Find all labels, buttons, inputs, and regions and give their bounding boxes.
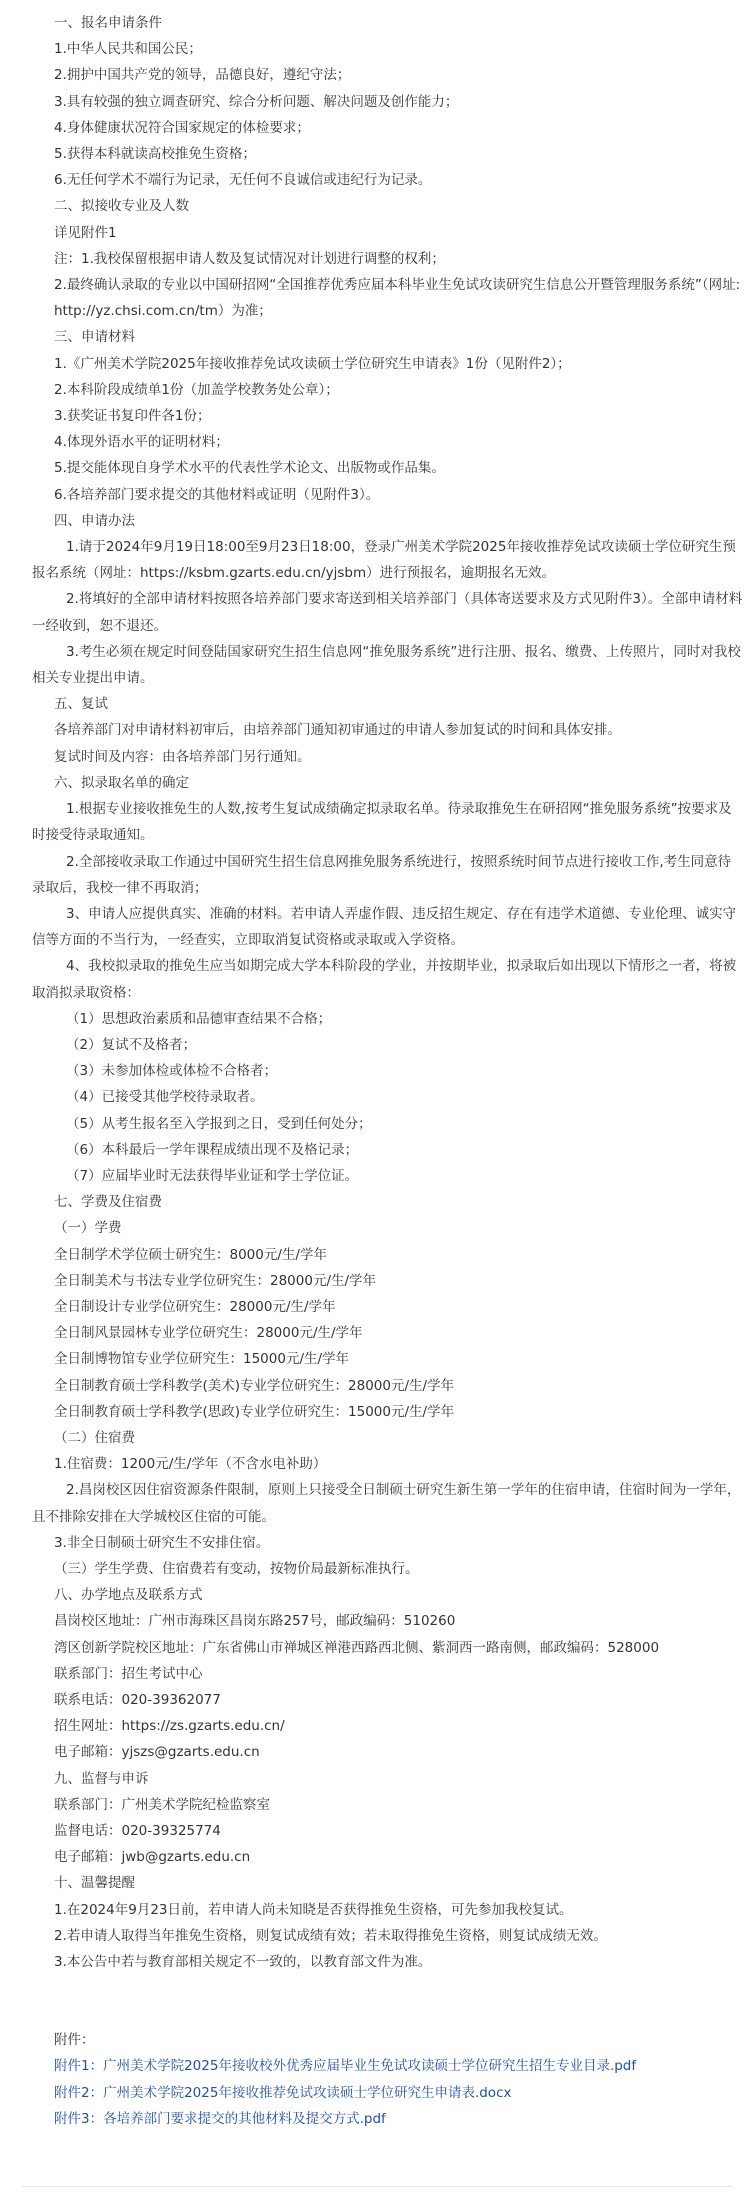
text-line: 全日制教育硕士学科教学(思政)专业学位研究生：15000元/生/学年	[54, 1403, 455, 1420]
text-line: 5.获得本科就读高校推免生资格；	[54, 146, 256, 163]
text-line: 1.中华人民共和国公民；	[54, 41, 202, 58]
attachments-label: 附件：	[54, 2032, 95, 2049]
attachment-link-1[interactable]: 附件1：广州美术学院2025年接收校外优秀应届毕业生免试攻读硕士学位研究生招生专业目录.pdf	[54, 2058, 637, 2075]
text-line: 6.各培养部门要求提交的其他材料或证明（见附件3）。	[54, 486, 380, 503]
text-line: 全日制学术学位硕士研究生：8000元/生/学年	[54, 1246, 327, 1263]
text-line: 2.若申请人取得当年推免生资格，则复试成绩有效；若未取得推免生资格，则复试成绩无效。	[54, 1927, 607, 1944]
text-line: 各培养部门对申请材料初审后，由培养部门通知初审通过的申请人参加复试的时间和具体安排。	[54, 722, 621, 739]
text-line: 2.昌岗校区因住宿资源条件限制，原则上只接受全日制硕士研究生新生第一学年的住宿申请，住宿时间为一学年，且不排除安排在大学城校区住宿的可能。	[32, 1482, 741, 1525]
text-line: 一、报名申请条件	[54, 15, 162, 31]
attachment-link-2[interactable]: 附件2：广州美术学院2025年接收推荐免试攻读硕士学位研究生申请表.docx	[54, 2084, 512, 2101]
text-line: 1.请于2024年9月19日18:00至9月23日18:00，登录广州美术学院2025年接收推荐免试攻读硕士学位研究生预报名系统（网址：https://ksbm.gzarts.edu.cn/yjsbm）进行预报名，逾期报名无效。	[32, 539, 736, 582]
text-line: 联系部门：广州美术学院纪检监察室	[54, 1796, 270, 1813]
text-line: 九、监督与申诉	[54, 1770, 149, 1787]
text-line: 3、申请人应提供真实、准确的材料。若申请人弄虚作假、违反招生规定、存在有违学术道德、专业伦理、诚实守信等方面的不当行为，一经查实，立即取消复试资格或录取或入学资格。	[32, 905, 737, 949]
text-line: 联系电话：020-39362077	[54, 1692, 221, 1708]
text-line: （4）已接受其他学校待录取者。	[66, 1089, 264, 1106]
text-line: （一）学费	[54, 1220, 122, 1237]
text-line: 详见附件1	[54, 224, 117, 241]
text-line: 十、温馨提醒	[54, 1875, 135, 1892]
text-line: 昌岗校区地址：广州市海珠区昌岗东路257号，邮政编码：510260	[54, 1613, 456, 1630]
text-line: 全日制博物馆专业学位研究生：15000元/生/学年	[54, 1351, 350, 1368]
text-line: （三）学生学费、住宿费若有变动，按物价局最新标准执行。	[54, 1560, 419, 1577]
text-line: 2.最终确认录取的专业以中国研招网“全国推荐优秀应届本科毕业生免试攻读研究生信息公开暨管理服务系统”（网址:http://yz.chsi.com.cn/tm）为准；	[54, 277, 741, 320]
text-line: 4.身体健康状况符合国家规定的体检要求；	[54, 119, 310, 136]
text-line: （2）复试不及格者；	[66, 1036, 197, 1053]
text-line: 联系部门：招生考试中心	[54, 1665, 203, 1682]
text-line: （5）从考生报名至入学报到之日，受到任何处分；	[66, 1115, 372, 1132]
text-line: 1.住宿费：1200元/生/学年（不含水电补助）	[54, 1456, 327, 1473]
text-line: 二、拟接收专业及人数	[54, 198, 189, 215]
text-line: 三、申请材料	[54, 329, 135, 346]
text-line: 八、办学地点及联系方式	[54, 1587, 203, 1604]
attachment-link-3[interactable]: 附件3：各培养部门要求提交的其他材料及提交方式.pdf	[54, 2110, 386, 2127]
announcement-text	[32, 10, 744, 1975]
text-line: 6.无任何学术不端行为记录，无任何不良诚信或违纪行为记录。	[54, 172, 432, 189]
text-line: （7）应届毕业时无法获得毕业证和学士学位证。	[66, 1167, 359, 1184]
text-line: （3）未参加体检或体检不合格者；	[66, 1063, 278, 1080]
text-line: 全日制设计专业学位研究生：28000元/生/学年	[54, 1298, 336, 1315]
attachments-list	[32, 2053, 744, 2132]
text-line: 1.在2024年9月23日前，若申请人尚未知晓是否获得推免生资格，可先参加我校复试。	[54, 1901, 573, 1918]
text-line: 招生网址：https://zs.gzarts.edu.cn/	[54, 1718, 285, 1735]
text-line: 1.根据专业接收推免生的人数,按考生复试成绩确定拟录取名单。待录取推免生在研招网“推免服务系统”按要求及时接受待录取通知。	[32, 801, 732, 844]
text-line: 湾区创新学院校区地址：广东省佛山市禅城区禅港西路西北侧、紫洞西一路南侧，邮政编码：528000	[54, 1639, 660, 1656]
text-line: （二）住宿费	[54, 1429, 135, 1446]
text-line: 全日制教育硕士学科教学(美术)专业学位研究生：28000元/生/学年	[54, 1377, 455, 1394]
announcement-body	[32, 10, 744, 2132]
text-line: 4.体现外语水平的证明材料；	[54, 434, 229, 451]
text-line: 2.本科阶段成绩单1份（加盖学校教务处公章）；	[54, 381, 339, 398]
text-line: 5.提交能体现自身学术水平的代表性学术论文、出版物或作品集。	[54, 460, 445, 477]
text-line: 六、拟录取名单的确定	[54, 774, 189, 791]
text-line: 五、复试	[54, 696, 108, 713]
text-line: 3.非全日制硕士研究生不安排住宿。	[54, 1534, 270, 1551]
text-line: 3.具有较强的独立调查研究、综合分析问题、解决问题及创作能力；	[54, 93, 459, 110]
text-line: 电子邮箱：jwb@gzarts.edu.cn	[54, 1849, 251, 1866]
text-line: 2.将填好的全部申请材料按照各培养部门要求寄送到相关培养部门（具体寄送要求及方式见附件3）。全部申请材料一经收到，恕不退还。	[32, 591, 743, 634]
text-line: 复试时间及内容：由各培养部门另行通知。	[54, 748, 311, 765]
text-line: 2.拥护中国共产党的领导，品德良好，遵纪守法；	[54, 67, 351, 84]
text-line: 七、学费及住宿费	[54, 1194, 162, 1211]
text-line: 3.获奖证书复印件各1份；	[54, 408, 211, 425]
text-line: （1）思想政治素质和品德审查结果不合格；	[66, 1010, 332, 1027]
bottom-divider	[22, 2186, 732, 2187]
text-line: 监督电话：020-39325774	[54, 1823, 221, 1840]
text-line: 全日制美术与书法专业学位研究生：28000元/生/学年	[54, 1272, 377, 1289]
spacer	[32, 1975, 744, 2027]
text-line: 四、申请办法	[54, 512, 135, 529]
text-line: 注：1.我校保留根据申请人数及复试情况对计划进行调整的权利；	[54, 250, 445, 267]
text-line: 1.《广州美术学院2025年接收推荐免试攻读硕士学位研究生申请表》1份（见附件2）；	[54, 355, 571, 372]
text-line: 3.本公告中若与教育部相关规定不一致的，以教育部文件为准。	[54, 1954, 432, 1971]
text-line: 2.全部接收录取工作通过中国研究生招生信息网推免服务系统进行，按照系统时间节点进行接收工作,考生同意待录取后，我校一律不再取消；	[32, 853, 732, 896]
text-line: （6）本科最后一学年课程成绩出现不及格记录；	[66, 1141, 359, 1158]
text-line: 3.考生必须在规定时间登陆国家研究生招生信息网“推免服务系统”进行注册、报名、缴费、上传照片，同时对我校相关专业提出申请。	[32, 643, 741, 687]
text-line: 4、我校拟录取的推免生应当如期完成大学本科阶段的学业，并按期毕业，拟录取后如出现以下情形之一者，将被取消拟录取资格：	[32, 958, 737, 1001]
text-line: 电子邮箱：yjszs@gzarts.edu.cn	[54, 1744, 260, 1761]
text-line: 全日制风景园林专业学位研究生：28000元/生/学年	[54, 1325, 363, 1342]
